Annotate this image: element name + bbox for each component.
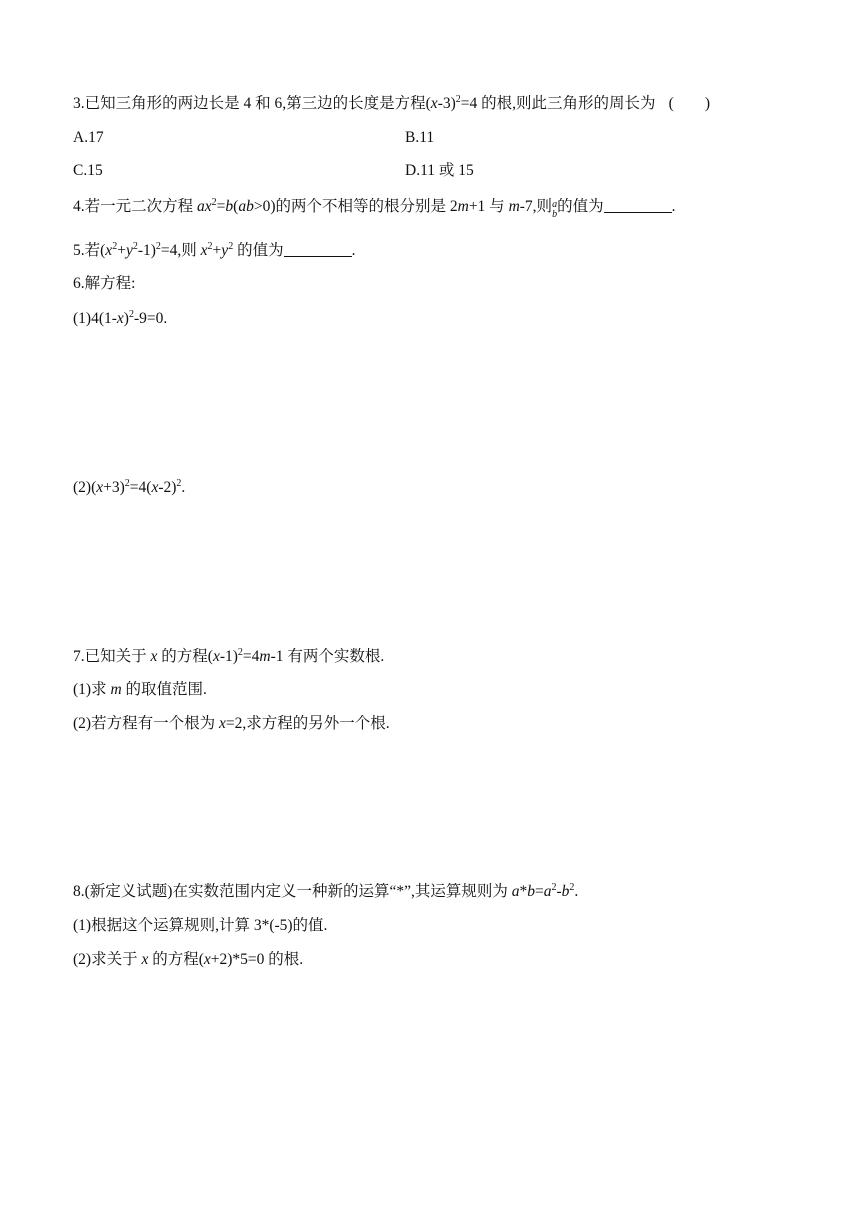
q4-var-m1: m: [457, 198, 469, 215]
q4-text-1: 4.若一元二次方程: [73, 198, 198, 215]
q7-s2-text-b: =2,求方程的另外一个根.: [225, 715, 390, 732]
q4-text-4: >0)的两个不相等的根分别是 2: [253, 198, 458, 215]
q6-s2-text-c: =4(: [129, 479, 152, 496]
q5-exp-2: 2: [132, 241, 138, 252]
q6-sub2: [73, 478, 185, 498]
q6-s2-text-d: -2): [158, 479, 177, 496]
q4-var-a: a: [197, 198, 205, 215]
q3-option-c: C.15: [73, 162, 103, 179]
q8-exp-2: 2: [569, 882, 575, 893]
q4-text-2: =: [216, 198, 226, 215]
q8-var-b1: b: [527, 883, 535, 900]
q6-s2-exp2: 2: [176, 478, 182, 489]
q8-s2-var-x: x: [141, 951, 149, 968]
q5-text-1: 5.若(: [73, 242, 106, 259]
q7-text-d: =4: [242, 648, 260, 665]
q6-s1-exp: 2: [128, 309, 134, 320]
q7-text-c: -1): [219, 648, 238, 665]
q8-text-d: -: [556, 883, 562, 900]
q8-text-b: *: [519, 883, 528, 900]
q5-exp-4: 2: [207, 241, 213, 252]
q7-sub2: [73, 714, 390, 734]
q6-sub1: [73, 309, 167, 329]
q5-var-x2: x: [200, 242, 208, 259]
q5-end: .: [351, 242, 356, 259]
q5-text-3: -1): [137, 242, 156, 259]
q5-exp-1: 2: [112, 241, 118, 252]
q6-s2-exp: 2: [124, 478, 130, 489]
q4-var-m2: m: [508, 198, 520, 215]
q6-s1-var-x: x: [116, 310, 124, 327]
q4-var-x: x: [204, 198, 212, 215]
q6-s1-text-c: -9=0.: [133, 310, 168, 327]
q8-var-a2: a: [543, 883, 552, 900]
q8-s2-var-x2: x: [203, 951, 211, 968]
q4-frac-num: a: [552, 199, 558, 210]
q5-var-x: x: [105, 242, 113, 259]
q7-text-b: 的方程(: [157, 648, 213, 665]
q8-text-c: =: [534, 883, 544, 900]
q3-text-c: =4 的根,则此三角形的周长为: [460, 95, 656, 112]
q4-text-5: +1 与: [468, 198, 509, 215]
q8-s2-text-b: 的方程(: [148, 951, 204, 968]
q8-sub1: (1)根据这个运算规则,计算 3*(-5)的值.: [73, 917, 328, 934]
q6-s1-text-a: (1)4(1-: [73, 310, 117, 327]
q4-var-ab: ab: [238, 198, 254, 215]
q3-text-b: -3): [437, 95, 456, 112]
q5-answer-blank[interactable]: [284, 242, 352, 257]
q7-s2-var-x: x: [218, 715, 226, 732]
q7-s1-text-b: 的取值范围.: [121, 681, 207, 698]
q8-exp-1: 2: [551, 882, 557, 893]
q7-var-m: m: [259, 648, 271, 665]
q5-var-y2: y: [221, 242, 229, 259]
q5-text-6: 的值为: [233, 242, 284, 259]
q6-s1-text-b: ): [123, 310, 129, 327]
q6-s2-var-x: x: [96, 479, 104, 496]
q7-sub1: [73, 680, 207, 700]
q8-s2-text-c: +2)*5=0 的根.: [210, 951, 304, 968]
q8-text-e: .: [574, 883, 579, 900]
q3-option-b: B.11: [405, 129, 435, 146]
q4-text-3: (: [233, 198, 239, 215]
q4-end: .: [671, 198, 676, 215]
q4-exp: 2: [211, 197, 217, 208]
q4-frac-den: b: [552, 209, 558, 220]
q7-text-a: 7.已知关于: [73, 648, 151, 665]
q3-answer-paren: ( ): [668, 95, 710, 112]
q7-exp: 2: [237, 647, 243, 658]
q3-var-x: x: [430, 95, 438, 112]
q7-stem: [73, 647, 384, 667]
q3-option-d: D.11 或 15: [405, 162, 474, 179]
q5-exp-3: 2: [155, 241, 161, 252]
q5-text-5: +: [212, 242, 222, 259]
q6-s2-var-x2: x: [151, 479, 159, 496]
q5-stem: [73, 241, 355, 261]
q5-exp-5: 2: [228, 241, 234, 252]
q6-s2-text-e: .: [181, 479, 186, 496]
q4-var-b: b: [225, 198, 234, 215]
q3-option-a: A.17: [73, 129, 104, 146]
q4-text-7: 的值为: [557, 198, 604, 215]
q3-exp: 2: [455, 94, 461, 105]
q8-var-a1: a: [511, 883, 520, 900]
q7-text-e: -1 有两个实数根.: [270, 648, 385, 665]
q6-title: 6.解方程:: [73, 275, 136, 292]
q4-stem: [73, 197, 675, 220]
q7-s1-text-a: (1)求: [73, 681, 111, 698]
q5-text-4: =4,则: [160, 242, 201, 259]
q8-sub2: [73, 950, 303, 970]
q5-text-2: +: [117, 242, 126, 259]
q8-var-b2: b: [561, 883, 570, 900]
q8-text-a: 8.(新定义试题)在实数范围内定义一种新的运算“*”,其运算规则为: [73, 883, 512, 900]
q5-var-y: y: [125, 242, 133, 259]
q7-var-x: x: [150, 648, 158, 665]
q6-s2-text-a: (2)(: [73, 479, 97, 496]
q3-stem: [73, 94, 785, 114]
q3-text-a: 3.已知三角形的两边长是 4 和 6,第三边的长度是方程(: [73, 95, 431, 112]
q8-stem: [73, 882, 578, 902]
q4-text-6: -7,则: [519, 198, 553, 215]
q7-var-x2: x: [212, 648, 220, 665]
q7-s2-text-a: (2)若方程有一个根为: [73, 715, 219, 732]
q7-s1-var-m: m: [110, 681, 122, 698]
q6-s2-text-b: +3): [103, 479, 125, 496]
q4-answer-blank[interactable]: [604, 198, 672, 213]
q8-s2-text-a: (2)求关于: [73, 951, 142, 968]
